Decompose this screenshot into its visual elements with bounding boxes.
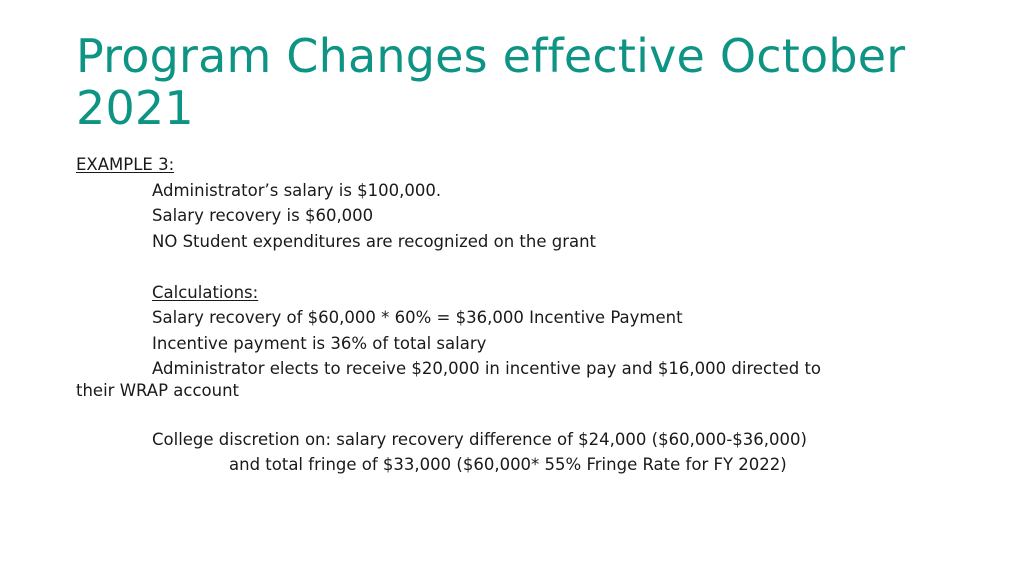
fact-salary: Administrator’s salary is $100,000. xyxy=(152,180,442,200)
slide-body xyxy=(76,152,976,478)
slide-title-line-1: Program Changes effective October xyxy=(76,29,906,83)
slide-title xyxy=(76,30,976,134)
calculation-incentive-payment: Salary recovery of $60,000 * 60% = $36,000 Incentive Payment xyxy=(152,308,683,327)
fact-salary-recovery: Salary recovery is $60,000 xyxy=(152,206,374,225)
fact-student-expenditures: NO Student expenditures are recognized on the grant xyxy=(152,231,597,251)
calculation-wrap-account: their WRAP account xyxy=(76,381,240,400)
calculation-incentive-percent: Incentive payment is 36% of total salary xyxy=(152,333,487,353)
spacer xyxy=(76,254,976,280)
calculations-heading: Calculations: xyxy=(152,282,259,302)
discretion-line-1: College discretion on: salary recovery difference of $24,000 ($60,000-$36,000) xyxy=(152,429,807,449)
spacer xyxy=(76,404,976,427)
slide-title-line-2: 2021 xyxy=(76,81,194,135)
discretion-line-2: and total fringe of $33,000 ($60,000* 55% Fringe Rate for FY 2022) xyxy=(229,455,787,474)
example-heading: EXAMPLE 3: xyxy=(76,155,175,174)
calculation-administrator-election: Administrator elects to receive $20,000 in incentive pay and $16,000 directed to xyxy=(152,359,822,378)
